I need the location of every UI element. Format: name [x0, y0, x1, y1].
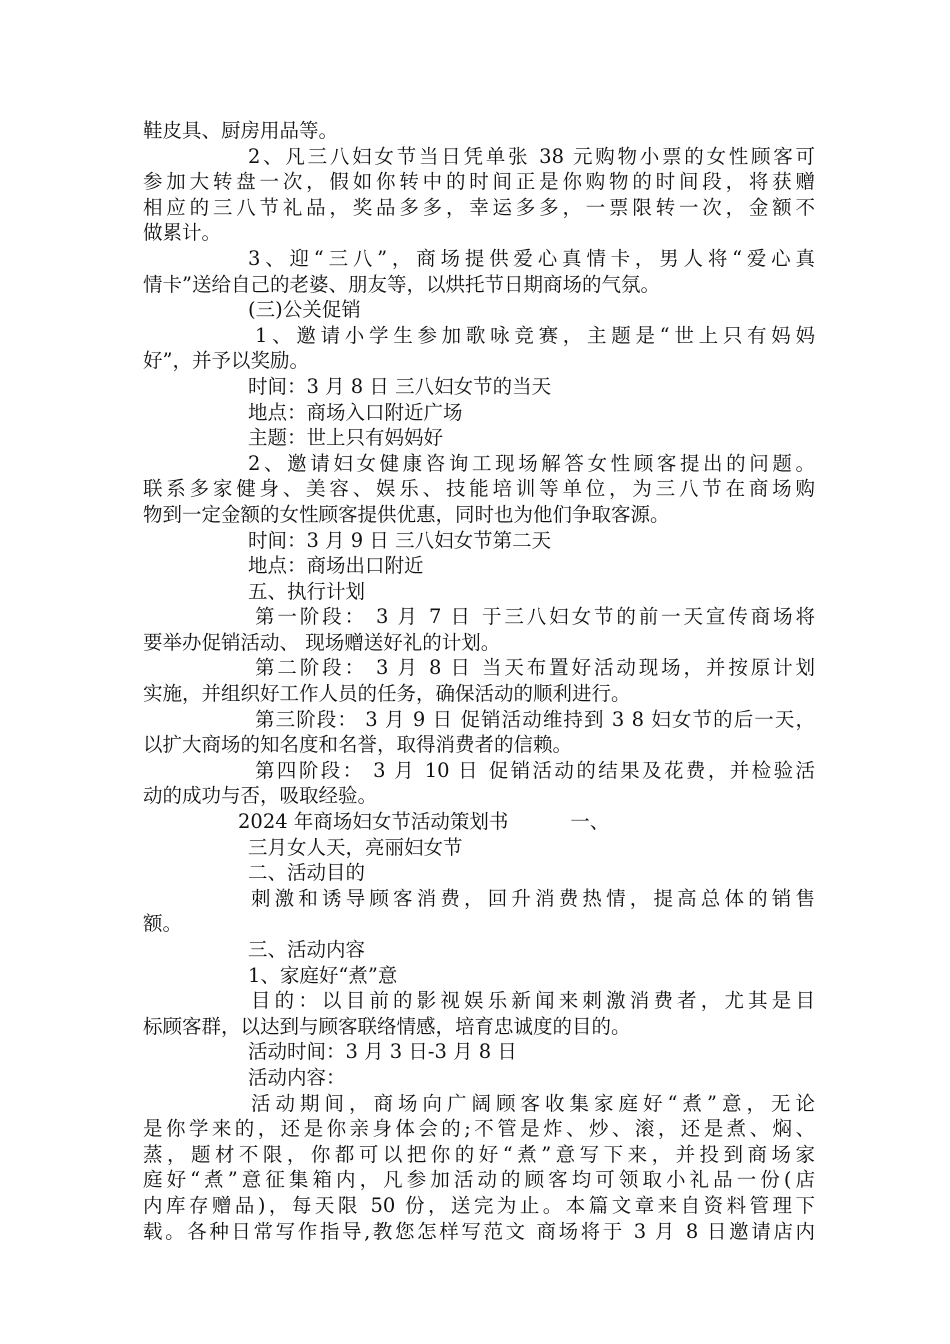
text-line: 目的：以目前的影视娱乐新闻来刺激消费者，尤其是目: [251, 989, 815, 1013]
text-line: 庭好“煮”意征集箱内，凡参加活动的顾客均可领取小礼品一份(店: [143, 1168, 815, 1192]
text-line: 载。各种日常写作指导,教您怎样写范文 商场将于 3 月 8 日邀请店内: [143, 1219, 815, 1243]
text-line: 物到一定金额的女性顾客提供优惠，同时也为他们争取客源。: [143, 502, 670, 526]
text-line: 要举办促销活动、 现场赠送好礼的计划。: [143, 630, 501, 654]
text-line: 刺激和诱导顾客消费，回升消费热情，提高总体的销售: [251, 886, 815, 910]
text-line: 做累计。: [143, 221, 222, 245]
text-line: 鞋皮具、厨房用品等。: [143, 119, 339, 142]
text-line: 是你学来的，还是你亲身体会的;不管是炸、炒、滚，还是煮、焖、: [143, 1117, 815, 1141]
text-line: 2、凡三八妇女节当日凭单张 38 元购物小票的女性顾客可: [248, 144, 815, 168]
text-line: 情卡”送给自己的老婆、朋友等，以烘托节日期商场的气氛。: [143, 272, 660, 296]
text-line: 第四阶段： 3 月 10 日 促销活动的结果及花费，并检验活: [255, 758, 815, 782]
text-line: 动的成功与否，吸取经验。: [143, 784, 378, 808]
text-line: 1、邀请小学生参加歌咏竞赛，主题是“世上只有妈妈: [255, 323, 815, 347]
section-heading: (三)公关促销: [248, 298, 361, 322]
text-line: 地点：商场入口附近广场: [248, 400, 463, 424]
text-line: 活动内容：: [248, 1065, 346, 1089]
text-line: 蒸，题材不限，你都可以把你的好“煮”意写下来，并投到商场家: [143, 1142, 815, 1166]
document-body: [143, 118, 815, 1244]
text-line: 第三阶段： 3 月 9 日 促销活动维持到 3 8 妇女节的后一天，: [255, 707, 815, 731]
text-line: 地点：商场出口附近: [248, 554, 424, 578]
section-heading: 二、活动目的: [248, 861, 366, 885]
text-line: 以扩大商场的知名度和名誉，取得消费者的信赖。: [143, 733, 573, 757]
text-line: 2、邀请妇女健康咨询工现场解答女性顾客提出的问题。: [248, 451, 815, 475]
text-line: 联系多家健身、美容、娱乐、技能培训等单位，为三八节在商场购: [143, 477, 815, 501]
text-line: 时间：3 月 8 日 三八妇女节的当天: [248, 374, 552, 398]
text-line: 第二阶段： 3 月 8 日 当天布置好活动现场，并按原计划: [255, 656, 815, 680]
text-line: 标顾客群，以达到与顾客联络情感，培育忠诚度的目的。: [143, 1014, 631, 1038]
section-heading: 五、执行计划: [248, 579, 366, 603]
text-line: 活动时间：3 月 3 日-3 月 8 日: [248, 1040, 517, 1064]
text-line: 三月女人天，亮丽妇女节: [248, 835, 463, 859]
document-title: 2024 年商场妇女节活动策划书 一、: [238, 810, 610, 834]
text-line: 1、家庭好“煮”意: [248, 963, 398, 987]
text-line: 额。: [143, 912, 183, 936]
text-line: 好”，并予以奖励。: [143, 349, 309, 373]
text-line: 活动期间，商场向广阔顾客收集家庭好“煮”意，无论: [251, 1091, 815, 1115]
text-line: 实施，并组织好工作人员的任务，确保活动的顺利进行。: [143, 682, 631, 706]
text-line: 3、迎“三八”，商场提供爱心真情卡，男人将“爱心真: [248, 246, 815, 270]
section-heading: 三、活动内容: [248, 938, 366, 961]
text-line: 时间：3 月 9 日 三八妇女节第二天: [248, 528, 552, 552]
text-line: 主题：世上只有妈妈好: [248, 426, 444, 450]
text-line: 参加大转盘一次，假如你转中的时间正是你购物的时间段，将获赠: [143, 170, 815, 194]
text-line: 第一阶段： 3 月 7 日 于三八妇女节的前一天宣传商场将: [255, 605, 815, 629]
text-line: 相应的三八节礼品，奖品多多，幸运多多，一票限转一次，金额不: [143, 195, 815, 219]
text-line: 内库存赠品)，每天限 50 份，送完为止。本篇文章来自资料管理下: [143, 1193, 815, 1217]
